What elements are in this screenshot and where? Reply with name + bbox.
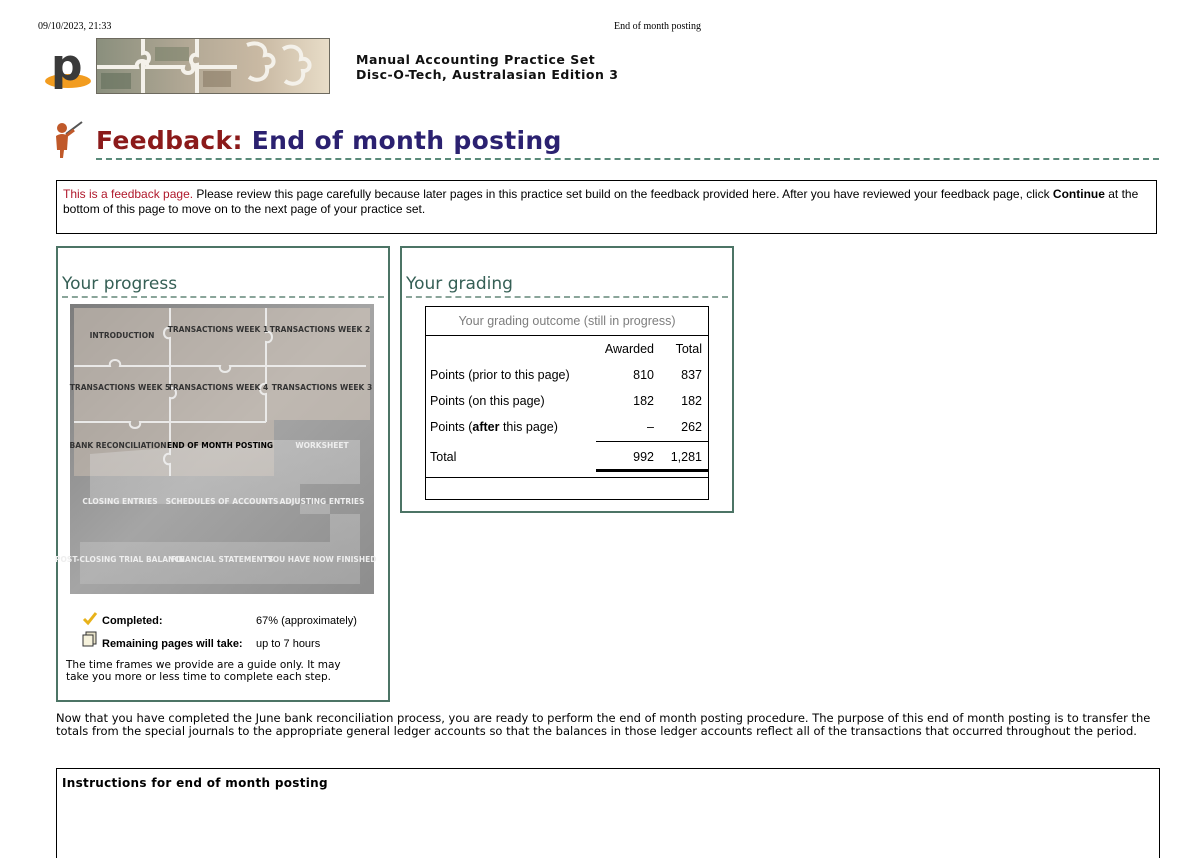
app-logo (42, 40, 94, 92)
map-tile-end-of-month-posting: END OF MONTH POSTING (166, 441, 274, 450)
logo-letter: p (51, 40, 83, 91)
map-tile-finished: YOU HAVE NOW FINISHED (267, 555, 377, 564)
pages-icon (82, 631, 98, 647)
grading-heading: Your grading (406, 274, 513, 294)
row-label: Points (prior to this page) (430, 368, 570, 382)
grading-heading-rule (406, 296, 728, 298)
table-row (426, 365, 708, 385)
table-row (426, 417, 708, 437)
map-tile-week5: TRANSACTIONS WEEK 5 (69, 383, 171, 392)
total-awarded: 992 (633, 450, 654, 464)
map-tile-schedules: SCHEDULES OF ACCOUNTS (165, 497, 279, 506)
map-tile-financial-statements: FINANCIAL STATEMENTS (170, 555, 274, 564)
map-tile-bank-reconciliation: BANK RECONCILIATION (69, 441, 167, 450)
intro-text-1: Please review this page carefully because later pages in this practice set build on the feedback provided here. After you have reviewed your feedback page, click (193, 187, 1053, 201)
progress-heading: Your progress (62, 274, 178, 294)
row-awarded: 810 (633, 368, 654, 382)
remaining-value: up to 7 hours (256, 638, 321, 650)
app-title-line1: Manual Accounting Practice Set (356, 52, 596, 67)
grading-table (425, 306, 709, 500)
map-tile-post-closing: POST-CLOSING TRIAL BALANCE (55, 555, 185, 564)
progress-map (55, 304, 377, 594)
intro-continue-word: Continue (1052, 187, 1105, 201)
map-tile-week4: TRANSACTIONS WEEK 4 (167, 383, 269, 392)
page-title (96, 126, 562, 155)
app-title (356, 52, 618, 82)
map-tile-worksheet: WORKSHEET (295, 441, 349, 450)
teacher-pointer-icon (52, 120, 88, 160)
row-label: Points (after this page) (430, 420, 558, 434)
subtotal-rule (596, 441, 708, 442)
map-tile-week3: TRANSACTIONS WEEK 3 (271, 383, 373, 392)
puzzle-banner-image (96, 38, 330, 94)
progress-heading-rule (62, 296, 384, 298)
row-total: 837 (681, 368, 702, 382)
intro-paragraph: Now that you have completed the June bank reconciliation process, you are ready to perform the end of month posting procedure. The purpose of this end of month posting is to transfer the totals from the special journals to the appropriate general ledger accounts so that the balances in those ledger accounts reflect all of the transactions that occurred throughout the period. (56, 711, 1151, 738)
col-total-header: Total (675, 342, 702, 356)
row-label: Points (on this page) (430, 394, 545, 408)
print-timestamp: 09/10/2023, 21:33 (38, 21, 112, 32)
intro-red-lead: This is a feedback page. (63, 187, 194, 201)
total-double-rule (596, 469, 708, 472)
completed-value: 67% (approximately) (256, 615, 357, 627)
total-label: Total (430, 450, 457, 464)
page-title-main: End of month posting (251, 126, 562, 155)
total-row (426, 447, 708, 467)
map-tile-week2: TRANSACTIONS WEEK 2 (269, 325, 371, 334)
map-tile-week1: TRANSACTIONS WEEK 1 (167, 325, 269, 334)
title-divider (96, 158, 1159, 160)
map-tile-closing-entries: CLOSING ENTRIES (82, 497, 158, 506)
row-total: 182 (681, 394, 702, 408)
progress-footnote: The time frames we provide are a guide only. It may take you more or less time to complete each step. (66, 659, 341, 683)
print-page-label: End of month posting (614, 21, 701, 32)
row-awarded: – (647, 420, 654, 434)
progress-map-graphic (55, 304, 377, 594)
map-tile-adjusting-entries: ADJUSTING ENTRIES (279, 497, 365, 506)
grading-header-row (426, 339, 708, 359)
remaining-label: Remaining pages will take: (102, 638, 243, 650)
instructions-title: Instructions for end of month posting (62, 776, 328, 790)
table-bottom-rule (426, 477, 708, 478)
checkmark-icon (82, 611, 98, 627)
page-title-prefix: Feedback: (96, 126, 243, 155)
table-row (426, 391, 708, 411)
intro-text-2: at the bottom of this page to move on to the next page of your practice set. (63, 187, 1139, 216)
map-tile-introduction: INTRODUCTION (89, 331, 155, 340)
row-awarded: 182 (633, 394, 654, 408)
grading-caption: Your grading outcome (still in progress) (426, 307, 708, 336)
total-total: 1,281 (670, 450, 702, 464)
app-title-line2: Disc-O-Tech, Australasian Edition 3 (356, 67, 619, 82)
completed-label: Completed: (102, 615, 163, 627)
col-awarded-header: Awarded (604, 342, 654, 356)
row-total: 262 (681, 420, 702, 434)
feedback-intro-box (56, 180, 1157, 234)
